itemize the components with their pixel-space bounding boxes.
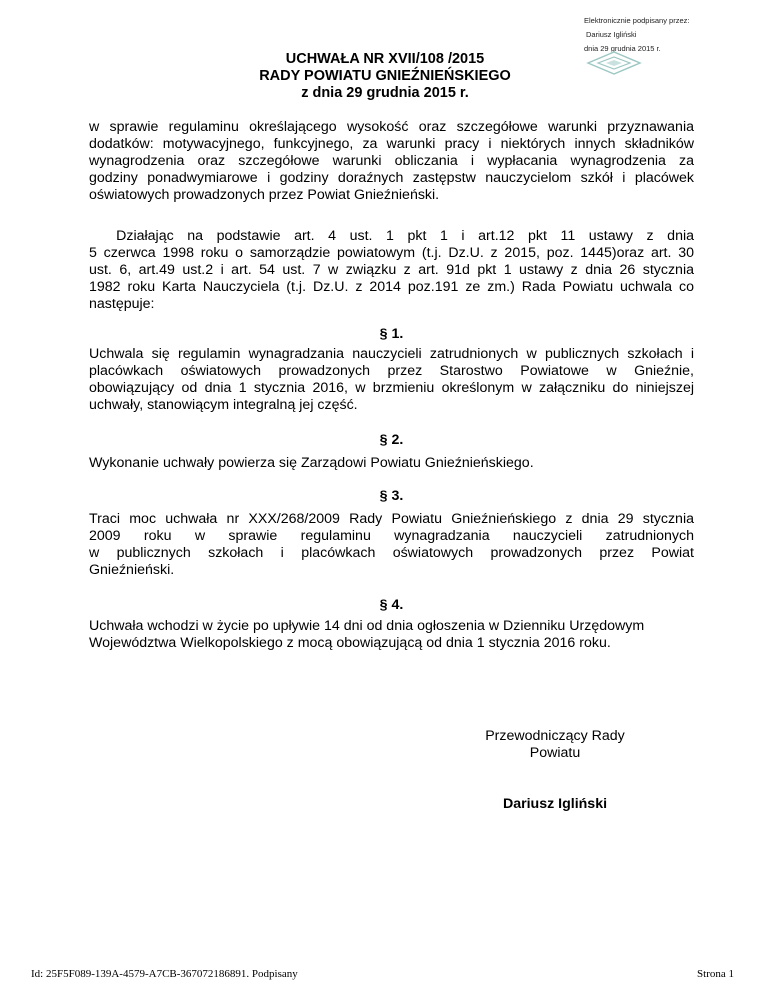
resolution-title — [230, 51, 540, 102]
title-date: z dnia 29 grudnia 2015 r. — [301, 85, 469, 101]
chairman-role-line1: Przewodniczący Rady — [485, 728, 625, 744]
resolution-subject: w sprawie regulaminu określającego wysokość oraz szczegółowe warunki przyznawania dodatków: motywacyjnego, funkcyjnego, za warunki pracy i niektórych innych składników wynagrodzenia oraz szczegółowe warunki obliczania i wypłacania wynagrodzenia za godziny ponadwymiarowe i godziny doraźnych zastępstw nauczycielom szkół i placówek oświatowych prowadzonych przez Powiat Gnieźnieński. — [89, 119, 694, 203]
section-2-heading: § 2. — [379, 432, 404, 448]
section-1-heading: § 1. — [379, 326, 404, 342]
signature-label: Elektronicznie podpisany przez: — [584, 16, 690, 25]
section-4-text: Uchwała wchodzi w życie po upływie 14 dni od dnia ogłoszenia w Dzienniku Urzędowym Województwa Wielkopolskiego z mocą obowiązującą od dnia 1 stycznia 2016 roku. — [89, 618, 645, 651]
title-number: UCHWAŁA NR XVII/108 /2015 — [285, 51, 485, 67]
page-number: Strona 1 — [697, 968, 734, 980]
section-4-heading: § 4. — [379, 597, 404, 613]
section-3-text: Traci moc uchwała nr XXX/268/2009 Rady Powiatu Gnieźnieńskiego z dnia 29 stycznia 2009 roku w sprawie regulaminu wynagradzania nauczycieli zatrudnionych w publicznych szkołach i placówkach oświatowych prowadzonych przez Powiat Gnieźnieński. — [89, 511, 694, 578]
title-council: RADY POWIATU GNIEŹNIEŃSKIEGO — [259, 68, 511, 84]
signature-logo-icon — [584, 50, 644, 76]
chairman-role-line2: Powiatu — [529, 745, 581, 761]
section-1-text: Uchwala się regulamin wynagradzania nauczycieli zatrudnionych w publicznych szkołach i placówkach oświatowych prowadzonych przez Starostwo Powiatowe w Gnieźnie, obowiązujący od dnia 1 stycznia 2016, w brzmieniu określonym w załączniku do niniejszej uchwały, stanowiącym integralną jej część. — [89, 346, 694, 413]
signature-name: Dariusz Igliński — [586, 30, 637, 39]
document-id: Id: 25F5F089-139A-4579-A7CB-367072186891. Podpisany — [31, 968, 298, 980]
section-3-heading: § 3. — [379, 488, 404, 504]
preamble: Działając na podstawie art. 4 ust. 1 pkt 1 i art.12 pkt 11 ustawy z dnia 5 czerwca 1998 roku o samorządzie powiatowym (t.j. Dz.U. z 2015, poz. 1445)oraz art. 30 ust. 6, art.49 ust.2 i art. 54 ust. 7 w związku z art. 91d pkt 1 ustawy z dnia 26 stycznia 1982 roku Karta Nauczyciela (t.j. Dz.U. z 2014 poz.191 ze zm.) Rada Powiatu uchwala co następuje: — [89, 228, 694, 312]
chairman-name: Dariusz Igliński — [502, 796, 608, 812]
chairman-role — [465, 728, 645, 762]
signature-date: dnia 29 grudnia 2015 r. — [584, 44, 661, 53]
section-2-text: Wykonanie uchwały powierza się Zarządowi Powiatu Gnieźnieńskiego. — [89, 455, 534, 471]
